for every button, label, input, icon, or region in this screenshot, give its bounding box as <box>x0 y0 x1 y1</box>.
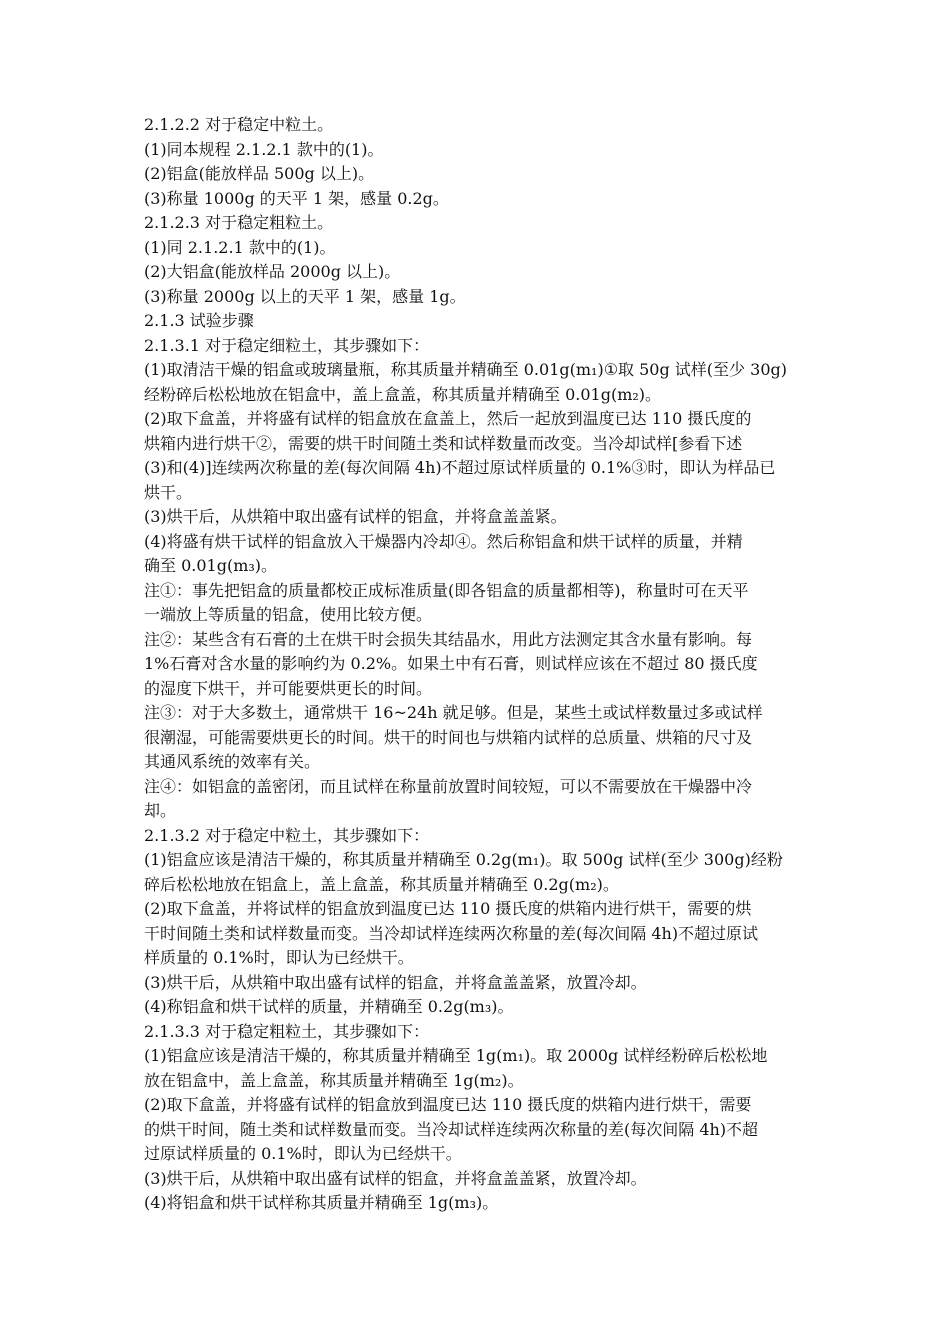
text-line: (3)烘干后，从烘箱中取出盛有试样的铝盒，并将盒盖盖紧，放置冷却。 <box>144 972 647 992</box>
text-line: 放在铝盒中，盖上盒盖，称其质量并精确至 1g(m₂)。 <box>144 1070 524 1090</box>
text-line: 经粉碎后松松地放在铝盒中，盖上盒盖，称其质量并精确至 0.01g(m₂)。 <box>144 384 662 404</box>
note-2-line: 的湿度下烘干，并可能要烘更长的时间。 <box>144 678 433 698</box>
text-line: 样质量的 0.1%时，即认为已经烘干。 <box>144 948 414 967</box>
text-line: (2)大铝盒(能放样品 2000g 以上)。 <box>144 262 401 281</box>
text-line: 烘干。 <box>144 482 193 502</box>
text-line: (3)烘干后，从烘箱中取出盛有试样的铝盒，并将盒盖盖紧，放置冷却。 <box>144 1168 647 1188</box>
note-2-line: 注②：某些含有石膏的土在烘干时会损失其结晶水，用此方法测定其含水量有影响。每 <box>144 629 753 649</box>
text-line: (3)称量 1000g 的天平 1 架，感量 0.2g。 <box>144 188 449 208</box>
text-line: 的烘干时间，随土类和试样数量而变。当冷却试样连续两次称量的差(每次间隔 4h)不超 <box>144 1119 759 1139</box>
heading-2-1-2-3: 2.1.2.3 对于稳定粗粒土。 <box>144 213 334 232</box>
text-line: (2)取下盒盖，并将盛有试样的铝盒放到温度已达 110 摄氏度的烘箱内进行烘干，需要 <box>144 1095 752 1114</box>
heading-2-1-3-1: 2.1.3.1 对于稳定细粒土，其步骤如下： <box>144 335 430 355</box>
text-line: (2)铝盒(能放样品 500g 以上)。 <box>144 164 375 183</box>
heading-2-1-3-3: 2.1.3.3 对于稳定粗粒土，其步骤如下： <box>144 1021 430 1041</box>
text-line: 干时间随土类和试样数量而变。当冷却试样连续两次称量的差(每次间隔 4h)不超过原试 <box>144 923 759 943</box>
note-3-line: 其通风系统的效率有关。 <box>144 752 321 771</box>
text-line: 碎后松松地放在铝盒上，盖上盒盖，称其质量并精确至 0.2g(m₂)。 <box>144 874 619 894</box>
note-3-line: 很潮湿，可能需要烘更长的时间。烘干的时间也与烘箱内试样的总质量、烘箱的尺寸及 <box>144 727 753 747</box>
note-2-line: 1%石膏对含水量的影响约为 0.2%。如果土中有石膏，则试样应该在不超过 80 摄氏度 <box>144 654 758 673</box>
note-1-line: 一端放上等质量的铝盒，使用比较方便。 <box>144 605 433 624</box>
text-line: (1)铝盒应该是清洁干燥的，称其质量并精确至 1g(m₁)。取 2000g 试样经粉碎后松松地 <box>144 1046 768 1065</box>
text-line: (4)称铝盒和烘干试样的质量，并精确至 0.2g(m₃)。 <box>144 997 514 1016</box>
note-1-line: 注①：事先把铝盒的质量都校正成标准质量(即各铝盒的质量都相等)，称量时可在天平 <box>144 580 749 600</box>
heading-2-1-3-2: 2.1.3.2 对于稳定中粒土，其步骤如下： <box>144 825 430 845</box>
text-line: (1)同本规程 2.1.2.1 款中的(1)。 <box>144 139 384 159</box>
note-4-line: 却。 <box>144 801 177 820</box>
document-body <box>144 113 868 1216</box>
text-line: 烘箱内进行烘干②，需要的烘干时间随土类和试样数量而改变。当冷却试样[参看下述 <box>144 433 743 453</box>
text-line: (2)取下盒盖，并将试样的铝盒放到温度已达 110 摄氏度的烘箱内进行烘干，需要的烘 <box>144 899 752 918</box>
text-line: (3)烘干后，从烘箱中取出盛有试样的铝盒，并将盒盖盖紧。 <box>144 507 567 526</box>
heading-2-1-3: 2.1.3 试验步骤 <box>144 311 254 330</box>
note-4-line: 注④：如铝盒的盖密闭，而且试样在称量前放置时间较短，可以不需要放在干燥器中冷 <box>144 776 753 796</box>
text-line: (4)将盛有烘干试样的铝盒放入干燥器内冷却④。然后称铝盒和烘干试样的质量，并精 <box>144 531 743 551</box>
heading-2-1-2-2: 2.1.2.2 对于稳定中粒土。 <box>144 115 334 134</box>
note-3-line: 注③：对于大多数土，通常烘干 16~24h 就足够。但是，某些土或试样数量过多或试样 <box>144 703 763 722</box>
text-line: (1)取清洁干燥的铝盒或玻璃量瓶，称其质量并精确至 0.01g(m₁)①取 50g 试样(至少 30g) <box>144 360 787 379</box>
text-line: (3)和(4)]连续两次称量的差(每次间隔 4h)不超过原试样质量的 0.1%③时，即认为样品已 <box>144 458 776 477</box>
text-line: (2)取下盒盖，并将盛有试样的铝盒放在盒盖上，然后一起放到温度已达 110 摄氏度的 <box>144 409 752 428</box>
text-line: (1)铝盒应该是清洁干燥的，称其质量并精确至 0.2g(m₁)。取 500g 试样(至少 300g)经粉 <box>144 850 783 869</box>
text-line: (1)同 2.1.2.1 款中的(1)。 <box>144 237 336 257</box>
text-line: (3)称量 2000g 以上的天平 1 架，感量 1g。 <box>144 286 466 306</box>
text-line: 确至 0.01g(m₃)。 <box>144 556 278 575</box>
text-line: (4)将铝盒和烘干试样称其质量并精确至 1g(m₃)。 <box>144 1193 499 1212</box>
text-line: 过原试样质量的 0.1%时，即认为已经烘干。 <box>144 1144 462 1163</box>
